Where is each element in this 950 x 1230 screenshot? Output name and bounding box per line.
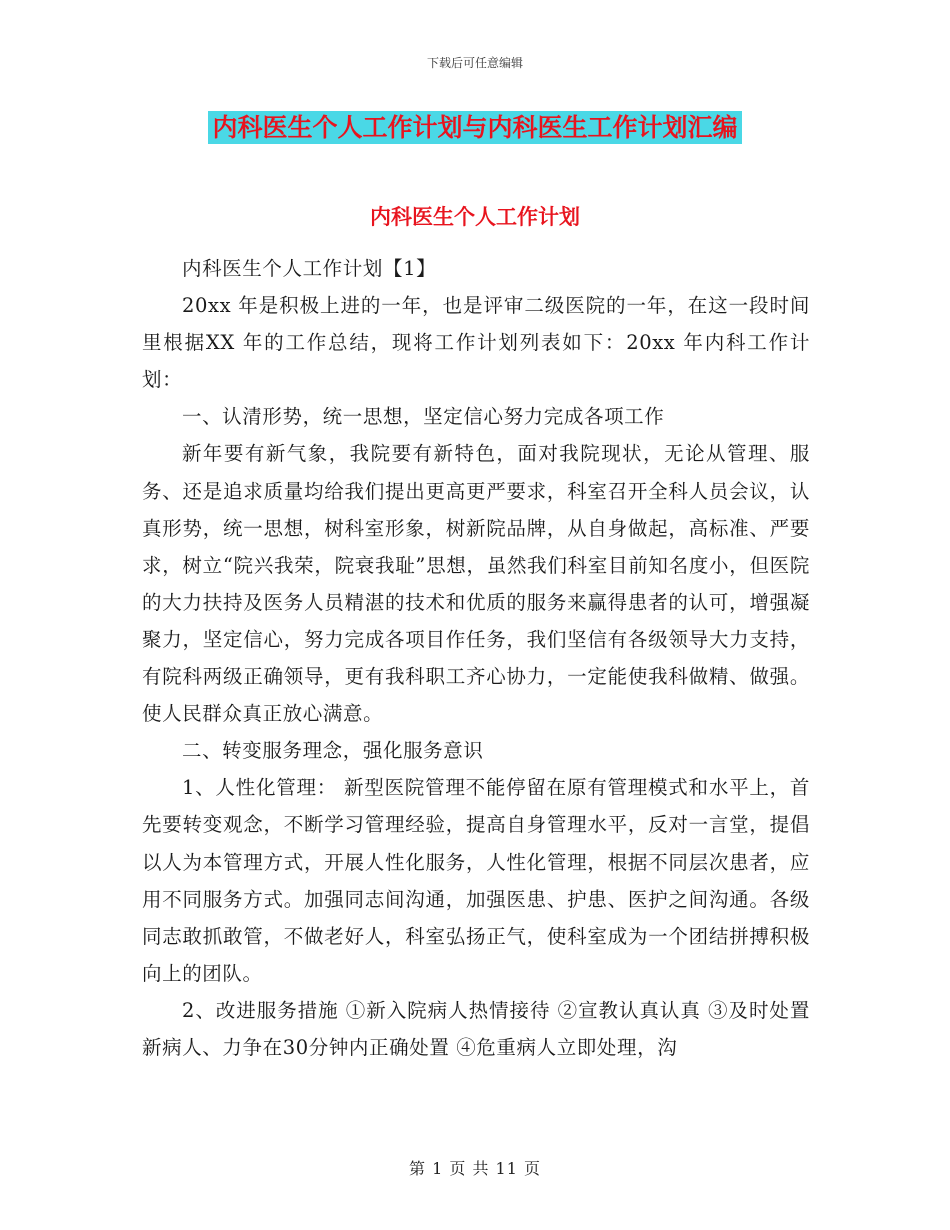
page-number: 第 1 页 共 11 页 (409, 1159, 541, 1178)
paragraph: 新年要有新气象，我院要有新特色，面对我院现状，无论从管理、服务、还是追求质量均给我们提出更高更严要求，科室召开全科人员会议，认真形势，统一思想，树科室形象，树新院品牌，从自身做起，高标准、严要求，树立“院兴我荣，院衰我耻”思想，虽然我们科室目前知名度小，但医院的大力扶持及医务人员精湛的技术和优质的服务来赢得患者的认可，增强凝聚力，坚定信心，努力完成各项目作任务，我们坚信有各级领导大力支持，有院科两级正确领导，更有我科职工齐心协力，一定能使我科做精、做强。使人民群众真正放心满意。 (142, 442, 810, 726)
paragraph: 20xx 年是积极上进的一年，也是评审二级医院的一年，在这一段时间里根据XX 年的工作总结，现将工作计划列表如下：20xx 年内科工作计划： (142, 294, 810, 392)
paragraph: 一、认清形势，统一思想，坚定信心努力完成各项工作 (181, 405, 665, 429)
section-title: 内科医生个人工作计划 (370, 205, 580, 229)
document-body (142, 250, 810, 1066)
paragraph: 内科医生个人工作计划【1】 (181, 257, 437, 280)
main-title: 内科医生个人工作计划与内科医生工作计划汇编 (208, 111, 741, 144)
paragraph: 二、转变服务理念，强化服务意识 (181, 739, 484, 763)
header-note: 下载后可任意编辑 (426, 56, 523, 70)
paragraph: 1、人性化管理： 新型医院管理不能停留在原有管理模式和水平上，首先要转变观念，不断学习管理经验，提高自身管理水平，反对一言堂，提倡以人为本管理方式，开展人性化服务，人性化管理，根据不同层次患者，应用不同服务方式。加强同志间沟通，加强医患、护患、医护之间沟通。各级同志敢抓敢管，不做老好人，科室弘扬正气，使科室成为一个团结拼搏积极向上的团队。 (142, 776, 810, 985)
main-title-wrap (0, 111, 950, 144)
paragraph: 2、改进服务措施 ①新入院病人热情接待 ②宣教认真认真 ③及时处置新病人、力争在30分钟内正确处置 ④危重病人立即处理，沟 (142, 998, 810, 1059)
